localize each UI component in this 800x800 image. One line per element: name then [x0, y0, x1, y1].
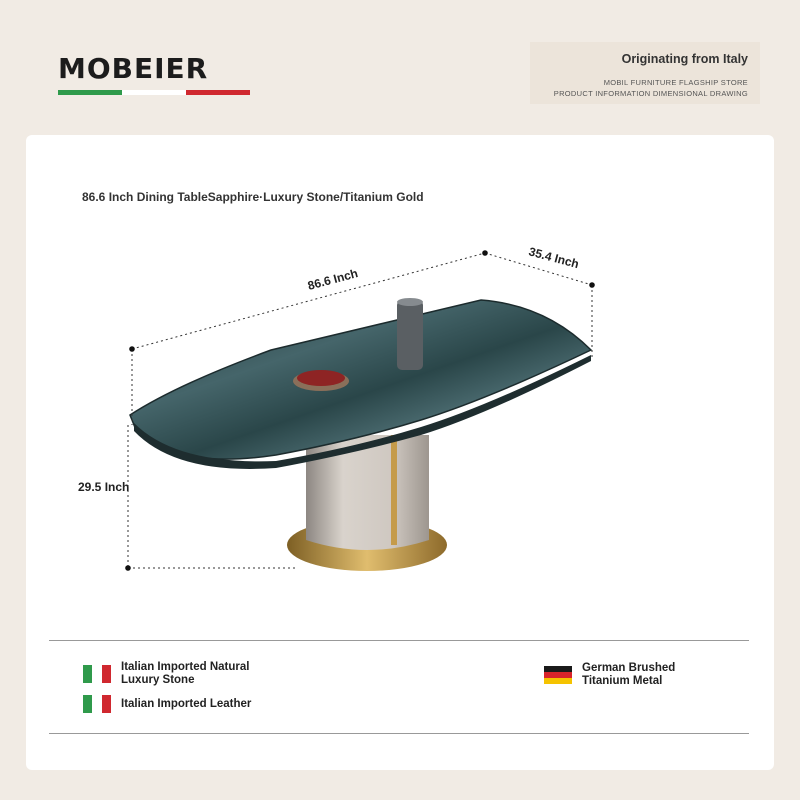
- gold-seam: [391, 435, 397, 545]
- product-card: [26, 135, 774, 770]
- italy-flag-icon: [83, 695, 111, 713]
- vase: [397, 300, 423, 370]
- divider-bottom: [49, 733, 749, 734]
- dimension-drawing: [26, 135, 774, 615]
- italian-flag-stripe: [58, 90, 250, 95]
- store-text: MOBIL FURNITURE FLAGSHIP STORE: [603, 78, 748, 87]
- material-label: German Brushed Titanium Metal: [582, 662, 676, 687]
- stone-tabletop: [130, 300, 591, 459]
- drawing-subtitle: PRODUCT INFORMATION DIMENSIONAL DRAWING: [553, 89, 748, 98]
- material-titanium: [544, 662, 692, 688]
- material-stone: [83, 661, 261, 687]
- origin-text: Originating from Italy: [621, 52, 748, 66]
- width-label: 35.4 Inch: [527, 244, 581, 272]
- material-leather: [83, 695, 261, 713]
- product-title: 86.6 Inch Dining TableSapphire·Luxury Stone/Titanium Gold: [82, 190, 424, 204]
- header-info: [530, 42, 760, 104]
- material-label: Italian Imported Leather: [121, 697, 252, 710]
- height-label: 29.5 Inch: [78, 480, 130, 494]
- material-label: Italian Imported Natural Luxury Stone: [121, 661, 250, 686]
- brand-logo: [52, 50, 257, 105]
- divider-top: [49, 640, 749, 641]
- brand-name: MOBEIER: [58, 52, 209, 85]
- germany-flag-icon: [544, 666, 572, 684]
- length-label: 86.6 Inch: [306, 266, 360, 293]
- italy-flag-icon: [83, 665, 111, 683]
